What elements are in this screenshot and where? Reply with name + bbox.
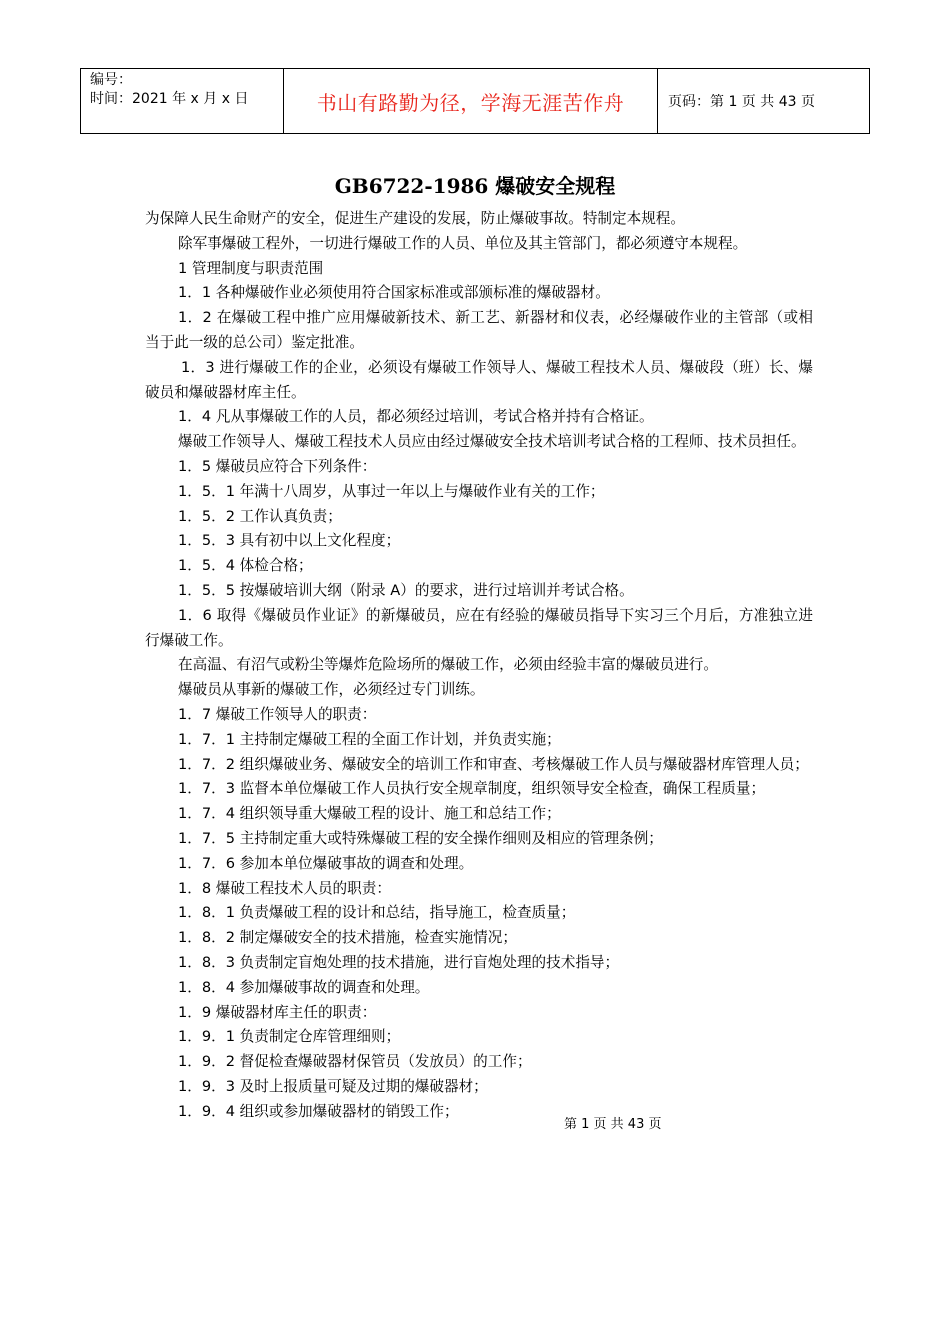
- document-body: [145, 207, 813, 1124]
- paragraph: 1．8．4 参加爆破事故的调查和处理。: [178, 978, 430, 996]
- paragraph: 1．7．2 组织爆破业务、爆破安全的培训工作和审查、考核爆破工作人员与爆破器材库管理人员；: [178, 755, 809, 773]
- paragraph: 除军事爆破工程外，一切进行爆破工作的人员、单位及其主管部门，都必须遵守本规程。: [178, 234, 748, 252]
- paragraph: 1．9．1 负责制定仓库管理细则；: [178, 1028, 401, 1046]
- paragraph: 1．8．2 制定爆破安全的技术措施，检查实施情况；: [178, 929, 517, 947]
- paragraph: 1．9．4 组织或参加爆破器材的销毁工作；: [178, 1102, 459, 1120]
- document-date: 时间：2021 年 x 月 x 日: [90, 91, 249, 107]
- paragraph: 1．5．1 年满十八周岁，从事过一年以上与爆破作业有关的工作；: [178, 482, 605, 500]
- paragraph: 1．7．1 主持制定爆破工程的全面工作计划，并负责实施；: [178, 730, 561, 748]
- header-table: [80, 68, 870, 134]
- paragraph: 1．8．3 负责制定盲炮处理的技术措施，进行盲炮处理的技术指导；: [178, 953, 620, 971]
- document-title: GB6722-1986 爆破安全规程: [334, 174, 616, 198]
- paragraph: 1．8．1 负责爆破工程的设计和总结，指导施工，检查质量；: [178, 904, 576, 922]
- header-page-info: 页码：第 1 页 共 43 页: [658, 69, 870, 134]
- paragraph: 1．5．4 体检合格；: [178, 557, 313, 575]
- header-motto-cell: [284, 69, 658, 134]
- paragraph: 1．3 进行爆破工作的企业，必须设有爆破工作领导人、爆破工程技术人员、爆破段（班）长、爆破员和爆破器材库主任。: [145, 358, 813, 401]
- paragraph: 1．4 凡从事爆破工作的人员，都必须经过培训，考试合格并持有合格证。: [178, 408, 654, 426]
- paragraph: 1．5．5 按爆破培训大纲（附录 A）的要求，进行过培训并考试合格。: [178, 581, 634, 599]
- section-heading: 1 管理制度与职责范围: [178, 259, 324, 277]
- paragraph: 1．7．4 组织领导重大爆破工程的设计、施工和总结工作；: [178, 805, 561, 823]
- paragraph: 爆破员从事新的爆破工作，必须经过专门训练。: [178, 681, 485, 699]
- paragraph: 1．2 在爆破工程中推广应用爆破新技术、新工艺、新器材和仪表，必经爆破作业的主管部（或相当于此一级的总公司）鉴定批准。: [145, 309, 813, 351]
- paragraph: 1．7．6 参加本单位爆破事故的调查和处理。: [178, 854, 474, 872]
- header-left-cell: [81, 69, 284, 134]
- paragraph: 1．6 取得《爆破员作业证》的新爆破员，应在有经验的爆破员指导下实习三个月后，方准独立进行爆破工作。: [145, 606, 813, 649]
- paragraph: 在高温、有沼气或粉尘等爆炸危险场所的爆破工作，必须由经验丰富的爆破员进行。: [178, 656, 718, 674]
- page-footer: 第 1 页 共 43 页: [564, 1117, 662, 1132]
- document-number-label: 编号：: [90, 72, 132, 88]
- paragraph: 1．9．2 督促检查爆破器材保管员（发放员）的工作；: [178, 1053, 532, 1071]
- paragraph: 1．9 爆破器材库主任的职责：: [178, 1003, 377, 1021]
- paragraph: 1．9．3 及时上报质量可疑及过期的爆破器材；: [178, 1077, 488, 1095]
- paragraph: 1．1 各种爆破作业必须使用符合国家标准或部颁标准的爆破器材。: [178, 284, 610, 302]
- header-motto: 书山有路勤为径，学海无涯苦作舟: [316, 90, 625, 115]
- paragraph: 为保障人民生命财产的安全，促进生产建设的发展，防止爆破事故。特制定本规程。: [145, 210, 685, 227]
- paragraph: 1．5．2 工作认真负责；: [178, 507, 342, 525]
- paragraph: 1．8 爆破工程技术人员的职责：: [178, 879, 391, 897]
- paragraph: 爆破工作领导人、爆破工程技术人员应由经过爆破安全技术培训考试合格的工程师、技术员担任。: [178, 433, 806, 451]
- paragraph: 1．7．3 监督本单位爆破工作人员执行安全规章制度，组织领导安全检查，确保工程质量；: [178, 780, 766, 798]
- paragraph: 1．7 爆破工作领导人的职责：: [178, 705, 377, 723]
- paragraph: 1．5．3 具有初中以上文化程度；: [178, 532, 401, 550]
- paragraph: 1．7．5 主持制定重大或特殊爆破工程的安全操作细则及相应的管理条例；: [178, 829, 663, 847]
- paragraph: 1．5 爆破员应符合下列条件：: [178, 457, 377, 475]
